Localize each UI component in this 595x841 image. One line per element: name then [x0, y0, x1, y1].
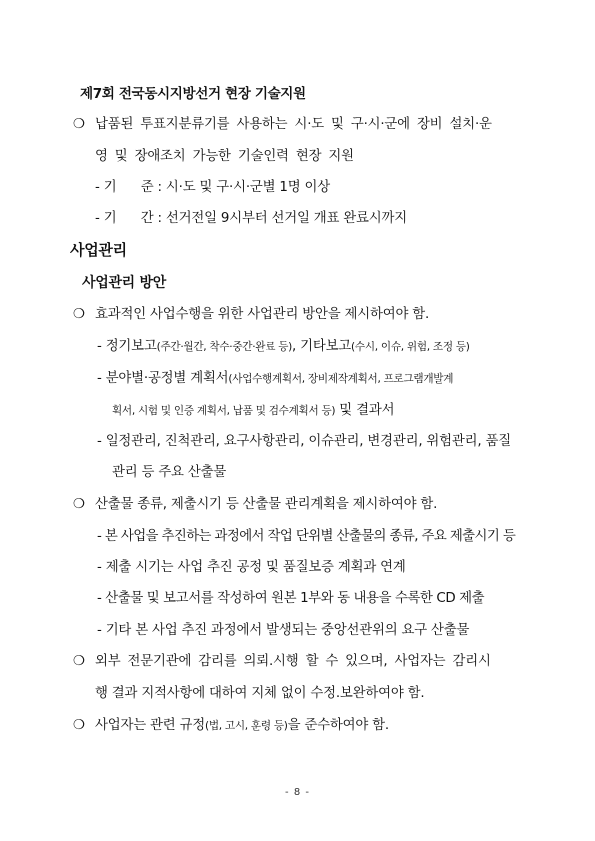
page-number: - 8 - [285, 787, 310, 798]
section-title: 사업관리 [70, 241, 127, 259]
heading-tech-support: 제7회 전국동시지방선거 현장 기술지원 [80, 86, 306, 102]
dash-period: - 기 간 : 선거전일 9시부터 선거일 개표 완료시까지 [95, 211, 407, 226]
bullet-circle-icon: ❍ [73, 117, 85, 132]
dash-plans-line2: 획서, 시험 및 인증 계획서, 납품 및 검수계획서 등) 및 결과서 [112, 403, 395, 418]
dash-other-deliverables: - 기타 본 사업 추진 과정에서 발생되는 중앙선관위의 요구 산출물 [97, 623, 470, 638]
bullet-item-4-line2: 행 결과 지적사항에 대하여 지체 없이 수정.보완하여야 함. [95, 686, 425, 701]
bullet-circle-icon: ❍ [73, 654, 85, 669]
bullet-item-1-line2: 영 및 장애조치 가능한 기술인력 현장 지원 [95, 149, 354, 164]
dash-cd-submission: - 산출물 및 보고서를 작성하여 원본 1부와 동 내용을 수록한 CD 제출 [97, 591, 485, 606]
bullet-item-5: ❍ 사업자는 관련 규정(법, 고시, 훈령 등)을 준수하여야 함. [73, 718, 389, 733]
bullet-1-text: 납품된 투표지분류기를 사용하는 시·도 및 구·시·군에 장비 설치·운 [95, 117, 492, 132]
dash-management-line2: 관리 등 주요 산출물 [112, 465, 227, 480]
bullet-3-text: 산출물 종류, 제출시기 등 산출물 관리계획을 제시하여야 함. [95, 497, 438, 512]
dash-submission-timing: - 제출 시기는 사업 추진 공정 및 품질보증 계획과 연계 [97, 560, 406, 575]
dash-reports: - 정기보고(주간·월간, 착수·중간·완료 등), 기타보고(수시, 이슈, 위험, 조정 등) [97, 339, 470, 354]
bullet-circle-icon: ❍ [73, 307, 85, 322]
dash-criteria: - 기 준 : 시·도 및 구·시·군별 1명 이상 [95, 180, 330, 195]
bullet-item-1-line1 [73, 116, 492, 134]
dash-management-line1: - 일정관리, 진척관리, 요구사항관리, 이슈관리, 변경관리, 위험관리, 품질 [97, 434, 511, 449]
bullet-2-text: 효과적인 사업수행을 위한 사업관리 방안을 제시하여야 함. [95, 307, 430, 322]
bullet-item-2 [73, 306, 429, 324]
bullet-circle-icon: ❍ [73, 718, 85, 733]
bullet-item-4-line1 [73, 653, 491, 671]
dash-deliverable-types: - 본 사업을 추진하는 과정에서 작업 단위별 산출물의 종류, 주요 제출시기 등 [97, 529, 516, 544]
bullet-4-text: 외부 전문기관에 감리를 의뢰.시행 할 수 있으며, 사업자는 감리시 [95, 654, 491, 669]
bullet-item-3 [73, 496, 437, 514]
subsection-title: 사업관리 방안 [82, 275, 166, 291]
dash-plans-line1: - 분야별·공정별 계획서(사업수행계획서, 장비제작계획서, 프로그램개발계 [97, 371, 454, 386]
bullet-circle-icon: ❍ [73, 497, 85, 512]
